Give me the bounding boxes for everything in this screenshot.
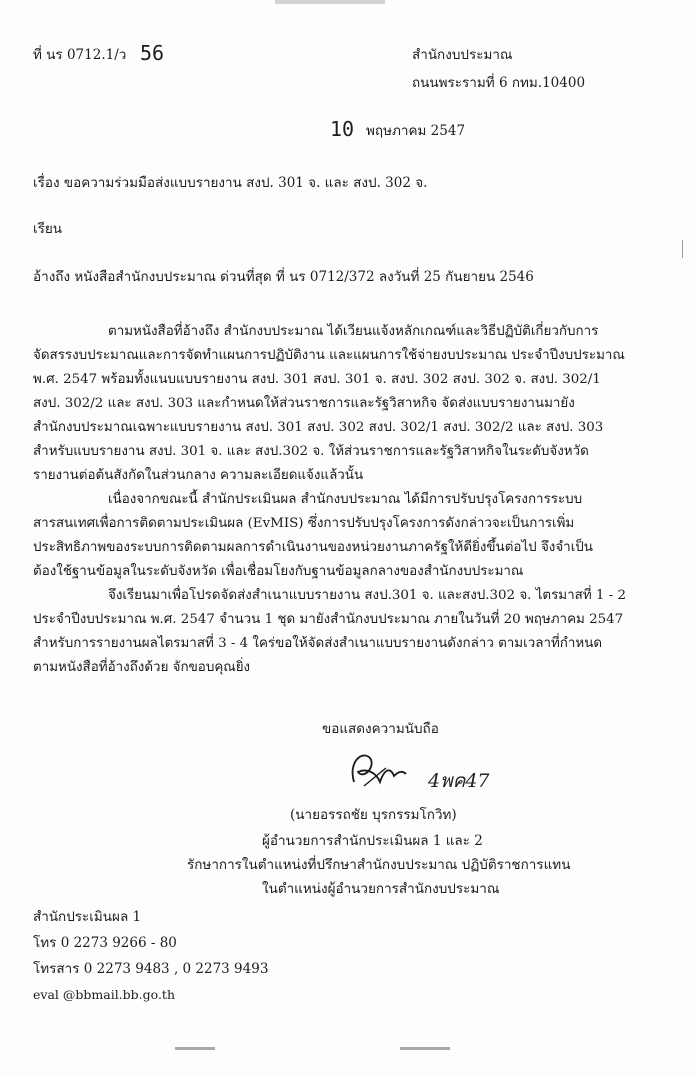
reference-line: อ้างถึง หนังสือสำนักงบประมาณ ด่วนที่สุด ที่ นร 0712/372 ลงวันที่ 25 กันยายน 2546 — [33, 269, 534, 285]
footer-department: สำนักประเมินผล 1 — [33, 909, 142, 925]
closing-phrase: ขอแสดงความนับถือ — [322, 721, 439, 737]
reference-number-label: ที่ นร 0712.1/ว — [33, 47, 127, 63]
paragraph-line: สำหรับการรายงานผลไตรมาสที่ 3 - 4 ใคร่ขอให้จัดส่งสำเนาแบบรายงานดังกล่าว ตามเวลาที่กำหนด — [33, 636, 603, 651]
body-paragraph-2 — [33, 488, 655, 584]
paragraph-line: รายงานต่อต้นสังกัดในส่วนกลาง ความละเอียดแจ้งแล้วนั้น — [33, 468, 364, 483]
date-month-year: พฤษภาคม 2547 — [366, 123, 466, 139]
paragraph-line: สำหรับแบบรายงาน สงป. 301 จ. และ สงป.302 จ. ให้ส่วนราชการและรัฐวิสาหกิจในระดับจังหวัด — [33, 444, 589, 459]
body-paragraph-3 — [33, 584, 655, 680]
paragraph-line: สำนักงบประมาณเฉพาะแบบรายงาน สงป. 301 สงป. 302 สงป. 302/1 สงป. 302/2 และ สงป. 303 — [33, 420, 604, 435]
paragraph-line: ประจำปีงบประมาณ พ.ศ. 2547 จำนวน 1 ชุด มายังสำนักงบประมาณ ภายในวันที่ 20 พฤษภาคม 2547 — [33, 612, 624, 627]
scan-artifact-bottom-right — [400, 1047, 450, 1050]
body-paragraph-1 — [33, 320, 655, 488]
scan-artifact-top — [275, 0, 385, 4]
signatory-title-2: รักษาการในตำแหน่งที่ปรึกษาสำนักงบประมาณ ปฏิบัติราชการแทน — [187, 857, 571, 873]
paragraph-line: สงป. 302/2 และ สงป. 303 และกำหนดให้ส่วนราชการและรัฐวิสาหกิจ จัดส่งแบบรายงานมายัง — [33, 396, 575, 411]
paragraph-line: พ.ศ. 2547 พร้อมทั้งแนบแบบรายงาน สงป. 301 สงป. 301 จ. สงป. 302 สงป. 302 จ. สงป. 302/1 — [33, 372, 601, 387]
date-day: 10 — [330, 117, 355, 141]
signatory-title-1: ผู้อำนวยการสำนักประเมินผล 1 และ 2 — [262, 833, 483, 849]
footer-email: eval @bbmail.bb.go.th — [33, 987, 175, 1002]
paragraph-line: จึงเรียนมาเพื่อโปรดจัดส่งสำเนาแบบรายงาน สงป.301 จ. และสงป.302 จ. ไตรมาสที่ 1 - 2 — [108, 588, 626, 603]
footer-fax: โทรสาร 0 2273 9483 , 0 2273 9493 — [33, 961, 269, 977]
signatory-name: (นายอรรถชัย บุรกรรมโกวิท) — [290, 807, 457, 823]
office-address: ถนนพระรามที่ 6 กทม.10400 — [412, 75, 586, 91]
signatory-title-3: ในตำแหน่งผู้อำนวยการสำนักงบประมาณ — [262, 881, 500, 897]
paragraph-line: เนื่องจากขณะนี้ สำนักประเมินผล สำนักงบประมาณ ได้มีการปรับปรุงโครงการระบบ — [108, 492, 583, 507]
scan-artifact-right-edge — [682, 240, 683, 258]
paragraph-line: สารสนเทศเพื่อการติดตามประเมินผล (EvMIS) ซึ่งการปรับปรุงโครงการดังกล่าวจะเป็นการเพิ่ม — [33, 516, 575, 531]
subject-line: เรื่อง ขอความร่วมมือส่งแบบรายงาน สงป. 301 จ. และ สงป. 302 จ. — [33, 175, 428, 191]
reference-number: 56 — [140, 41, 165, 65]
paragraph-line: จัดสรรงบประมาณและการจัดทำแผนการปฏิบัติงาน และแผนการใช้จ่ายงบประมาณ ประจำปีงบประมาณ — [33, 348, 625, 363]
paragraph-line: ตามหนังสือที่อ้างถึง สำนักงบประมาณ ได้เวียนแจ้งหลักเกณฑ์และวิธีปฏิบัติเกี่ยวกับการ — [108, 324, 599, 339]
footer-phone: โทร 0 2273 9266 - 80 — [33, 935, 177, 951]
scan-artifact-bottom-left — [175, 1047, 215, 1050]
salutation: เรียน — [33, 221, 63, 237]
office-name: สำนักงบประมาณ — [412, 47, 513, 63]
signature-date-scribble: 4พค47 — [428, 770, 490, 792]
paragraph-line: ตามหนังสือที่อ้างถึงด้วย จักขอบคุณยิ่ง — [33, 660, 251, 675]
paragraph-line: ต้องใช้ฐานข้อมูลในระดับจังหวัด เพื่อเชื่อมโยงกับฐานข้อมูลกลางของสำนักงบประมาณ — [33, 564, 524, 579]
paragraph-line: ประสิทธิภาพของระบบการติดตามผลการดำเนินงานของหน่วยงานภาครัฐให้ดียิ่งขึ้นต่อไป จึงจำเป็น — [33, 540, 593, 555]
